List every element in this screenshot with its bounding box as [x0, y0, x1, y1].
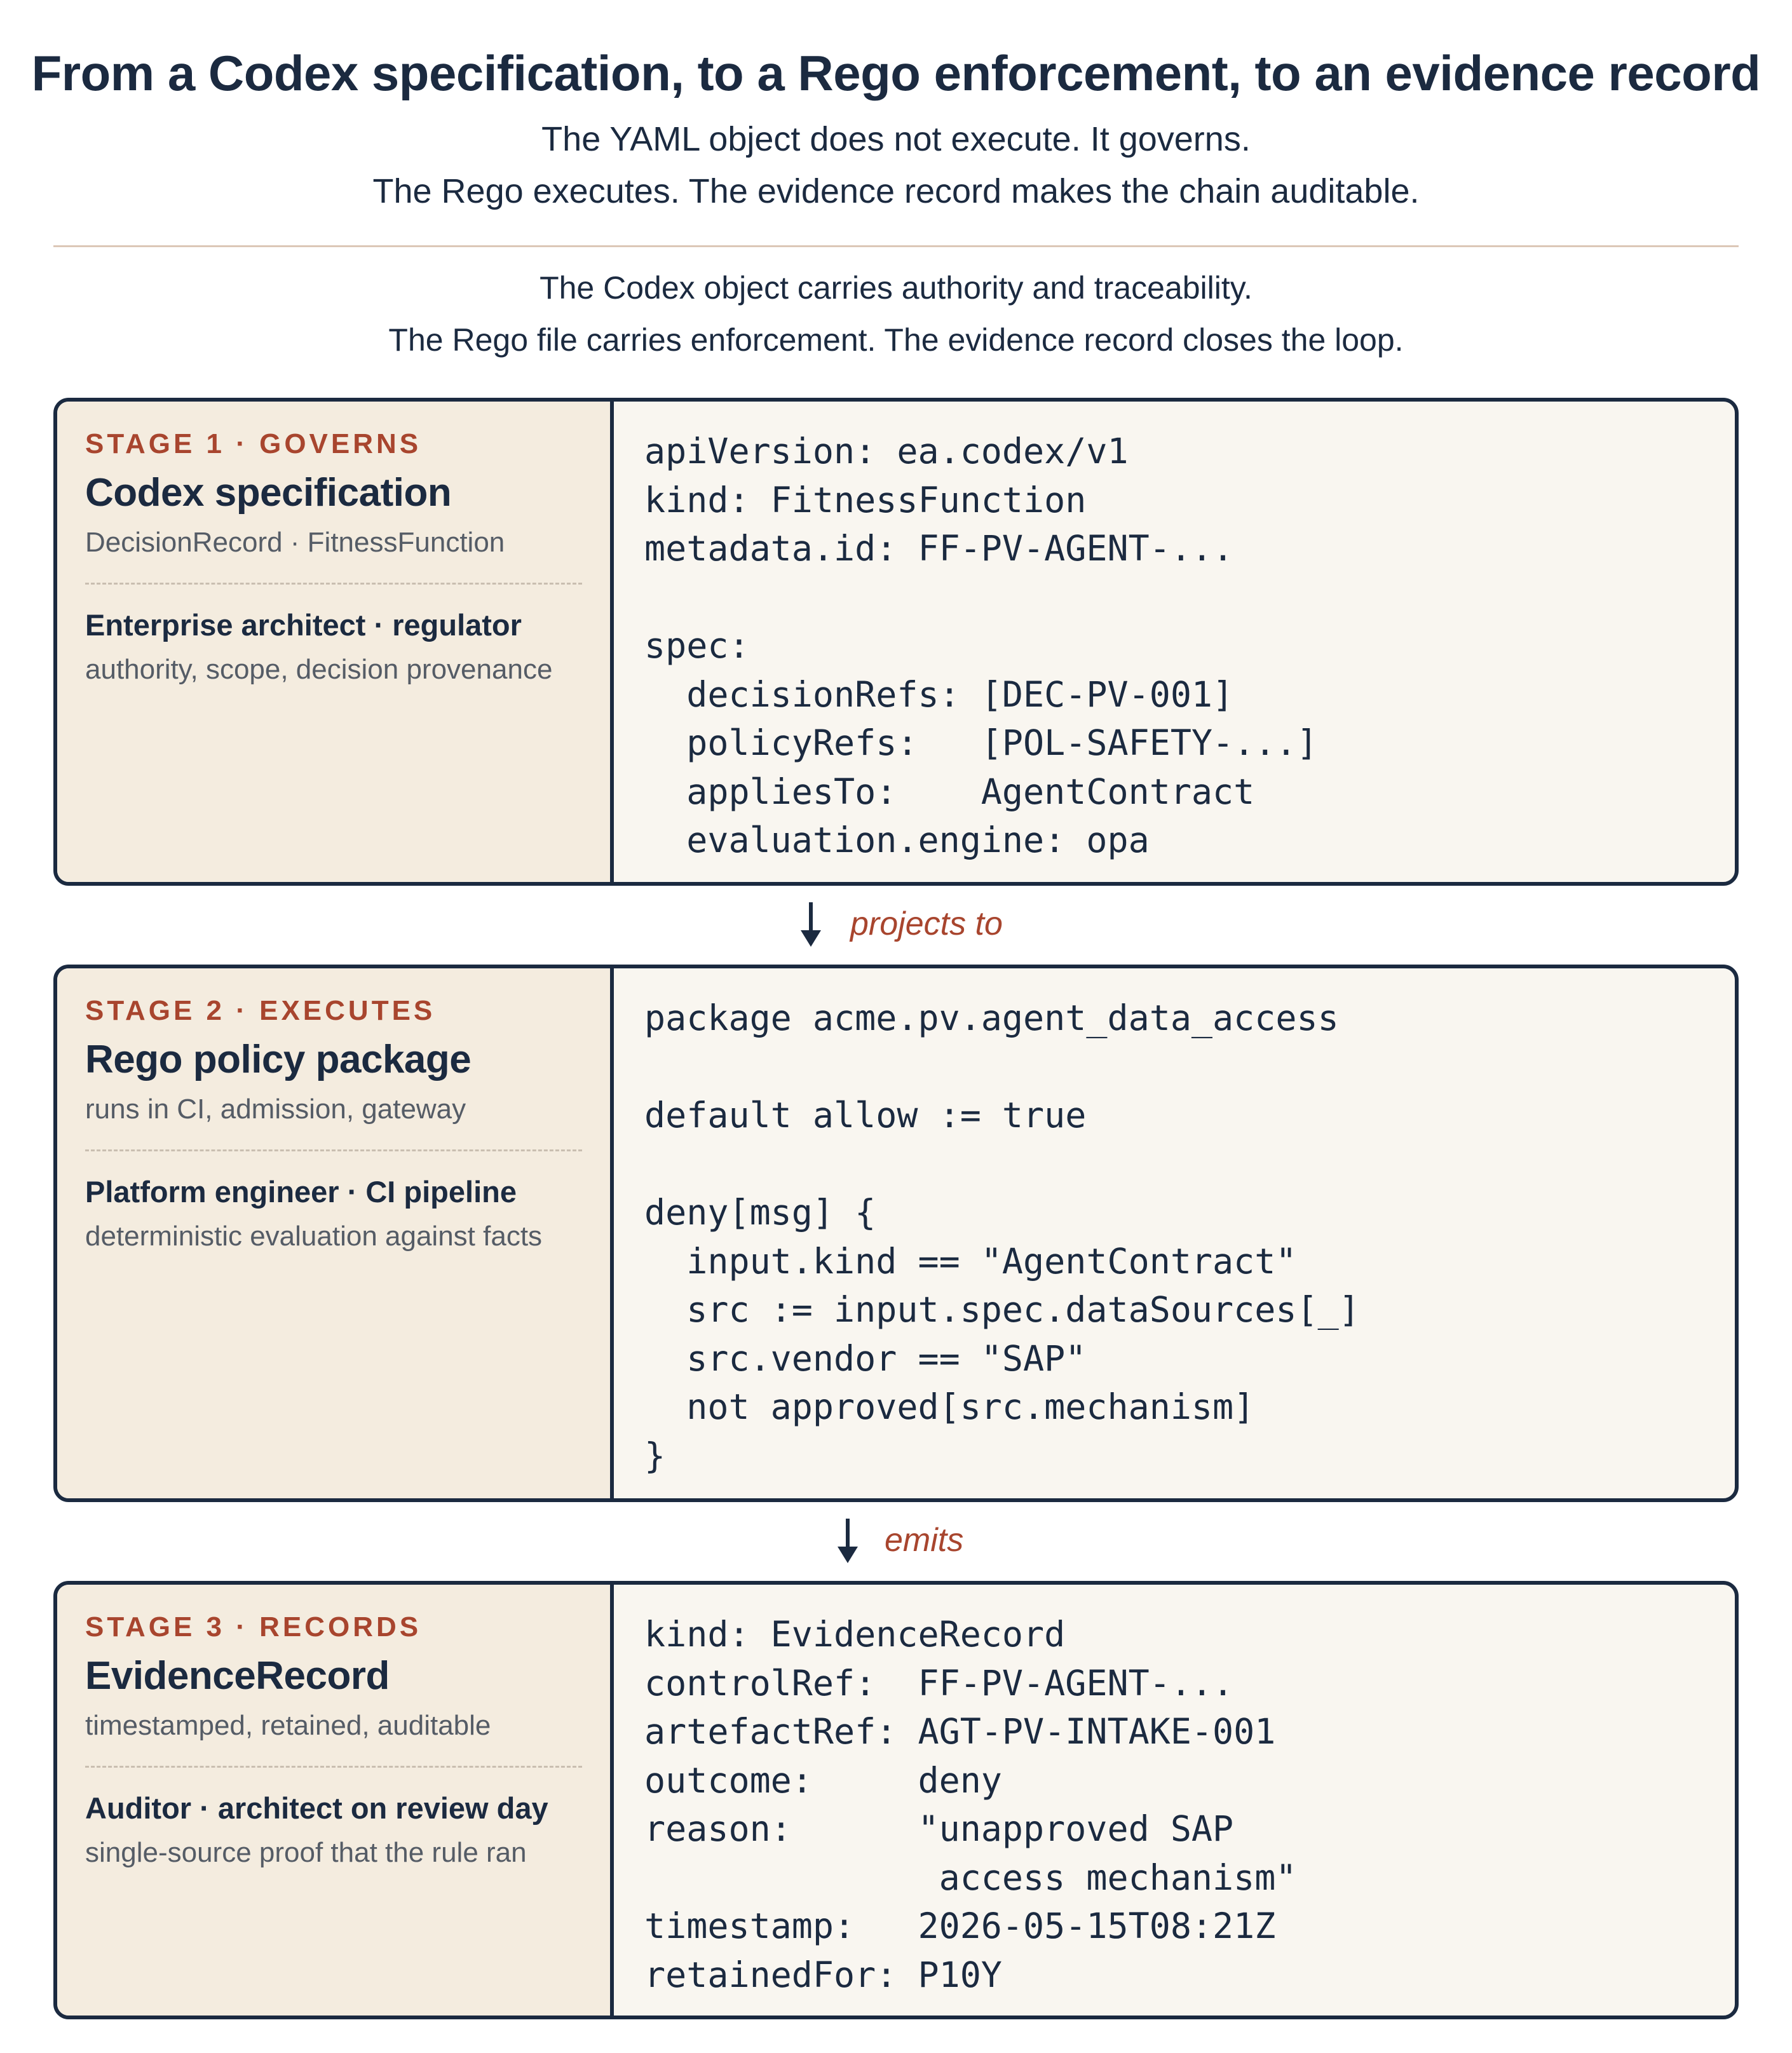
stage-1-role: Enterprise architect · regulator	[85, 608, 522, 642]
stage-2-name: Rego policy package	[85, 1038, 472, 1081]
connector-projects-to	[0, 902, 1792, 953]
stage-3-subtitle: timestamped, retained, auditable	[85, 1710, 491, 1741]
stage-2-code-panel	[614, 968, 1735, 1498]
connector-label-projects-to: projects to	[850, 905, 1003, 942]
stage-1-name: Codex specification	[85, 471, 452, 515]
stage-1-code: apiVersion: ea.codex/v1 kind: FitnessFunction metadata.id: FF-PV-AGENT-... spec: decisionRefs: [DEC-PV-001] policyRefs: [POL-SAFETY-...] appliesTo: AgentContract evaluation.engine: opa	[644, 431, 1318, 860]
stage-1-card	[53, 398, 1739, 886]
stage-3-divider	[85, 1766, 582, 1768]
stage-3-info-panel	[57, 1585, 614, 2016]
stage-1-subtitle: DecisionRecord · FitnessFunction	[85, 527, 505, 558]
stage-2-code: package acme.pv.agent_data_access default allow := true deny[msg] { input.kind == "AgentContract" src := input.spec.dataSources[_] src.vendor == "SAP" not approved[src.mechanism] }	[644, 998, 1360, 1476]
connector-label-emits: emits	[885, 1522, 964, 1559]
stage-3-code: kind: EvidenceRecord controlRef: FF-PV-AGENT-... artefactRef: AGT-PV-INTAKE-001 outcome: deny reason: "unapproved SAP access mechanism" timestamp: 2026-05-15T08:21Z retainedFor: P10Y	[644, 1614, 1297, 1995]
stage-2-role: Platform engineer · CI pipeline	[85, 1175, 517, 1209]
stage-1-label: STAGE 1 · GOVERNS	[85, 428, 422, 459]
stage-3-role: Auditor · architect on review day	[85, 1791, 548, 1825]
subtitle-line-2: The Rego executes. The evidence record makes the chain auditable.	[372, 172, 1420, 210]
stage-2-label: STAGE 2 · EXECUTES	[85, 995, 436, 1026]
stage-3-code-panel	[614, 1585, 1735, 2016]
stage-2-divider	[85, 1149, 582, 1151]
stage-2-role-description: deterministic evaluation against facts	[85, 1221, 543, 1252]
intro-line-1: The Codex object carries authority and traceability.	[540, 270, 1252, 306]
connector-emits	[0, 1519, 1792, 1569]
stage-3-label: STAGE 3 · RECORDS	[85, 1611, 422, 1643]
stage-1-divider	[85, 583, 582, 585]
stage-1-role-description: authority, scope, decision provenance	[85, 654, 553, 685]
stage-3-name: EvidenceRecord	[85, 1654, 390, 1698]
stage-2-card	[53, 965, 1739, 1502]
page-title: From a Codex specification, to a Rego enforcement, to an evidence record	[31, 45, 1761, 101]
header-divider	[53, 245, 1739, 247]
intro-line-2: The Rego file carries enforcement. The evidence record closes the loop.	[388, 322, 1404, 358]
stage-1-info-panel	[57, 402, 614, 882]
stage-2-info-panel	[57, 968, 614, 1498]
stage-2-subtitle: runs in CI, admission, gateway	[85, 1094, 466, 1125]
stage-3-card	[53, 1581, 1739, 2019]
stage-3-role-description: single-source proof that the rule ran	[85, 1837, 527, 1868]
subtitle-line-1: The YAML object does not execute. It governs.	[541, 120, 1251, 158]
stage-1-code-panel	[614, 402, 1735, 882]
